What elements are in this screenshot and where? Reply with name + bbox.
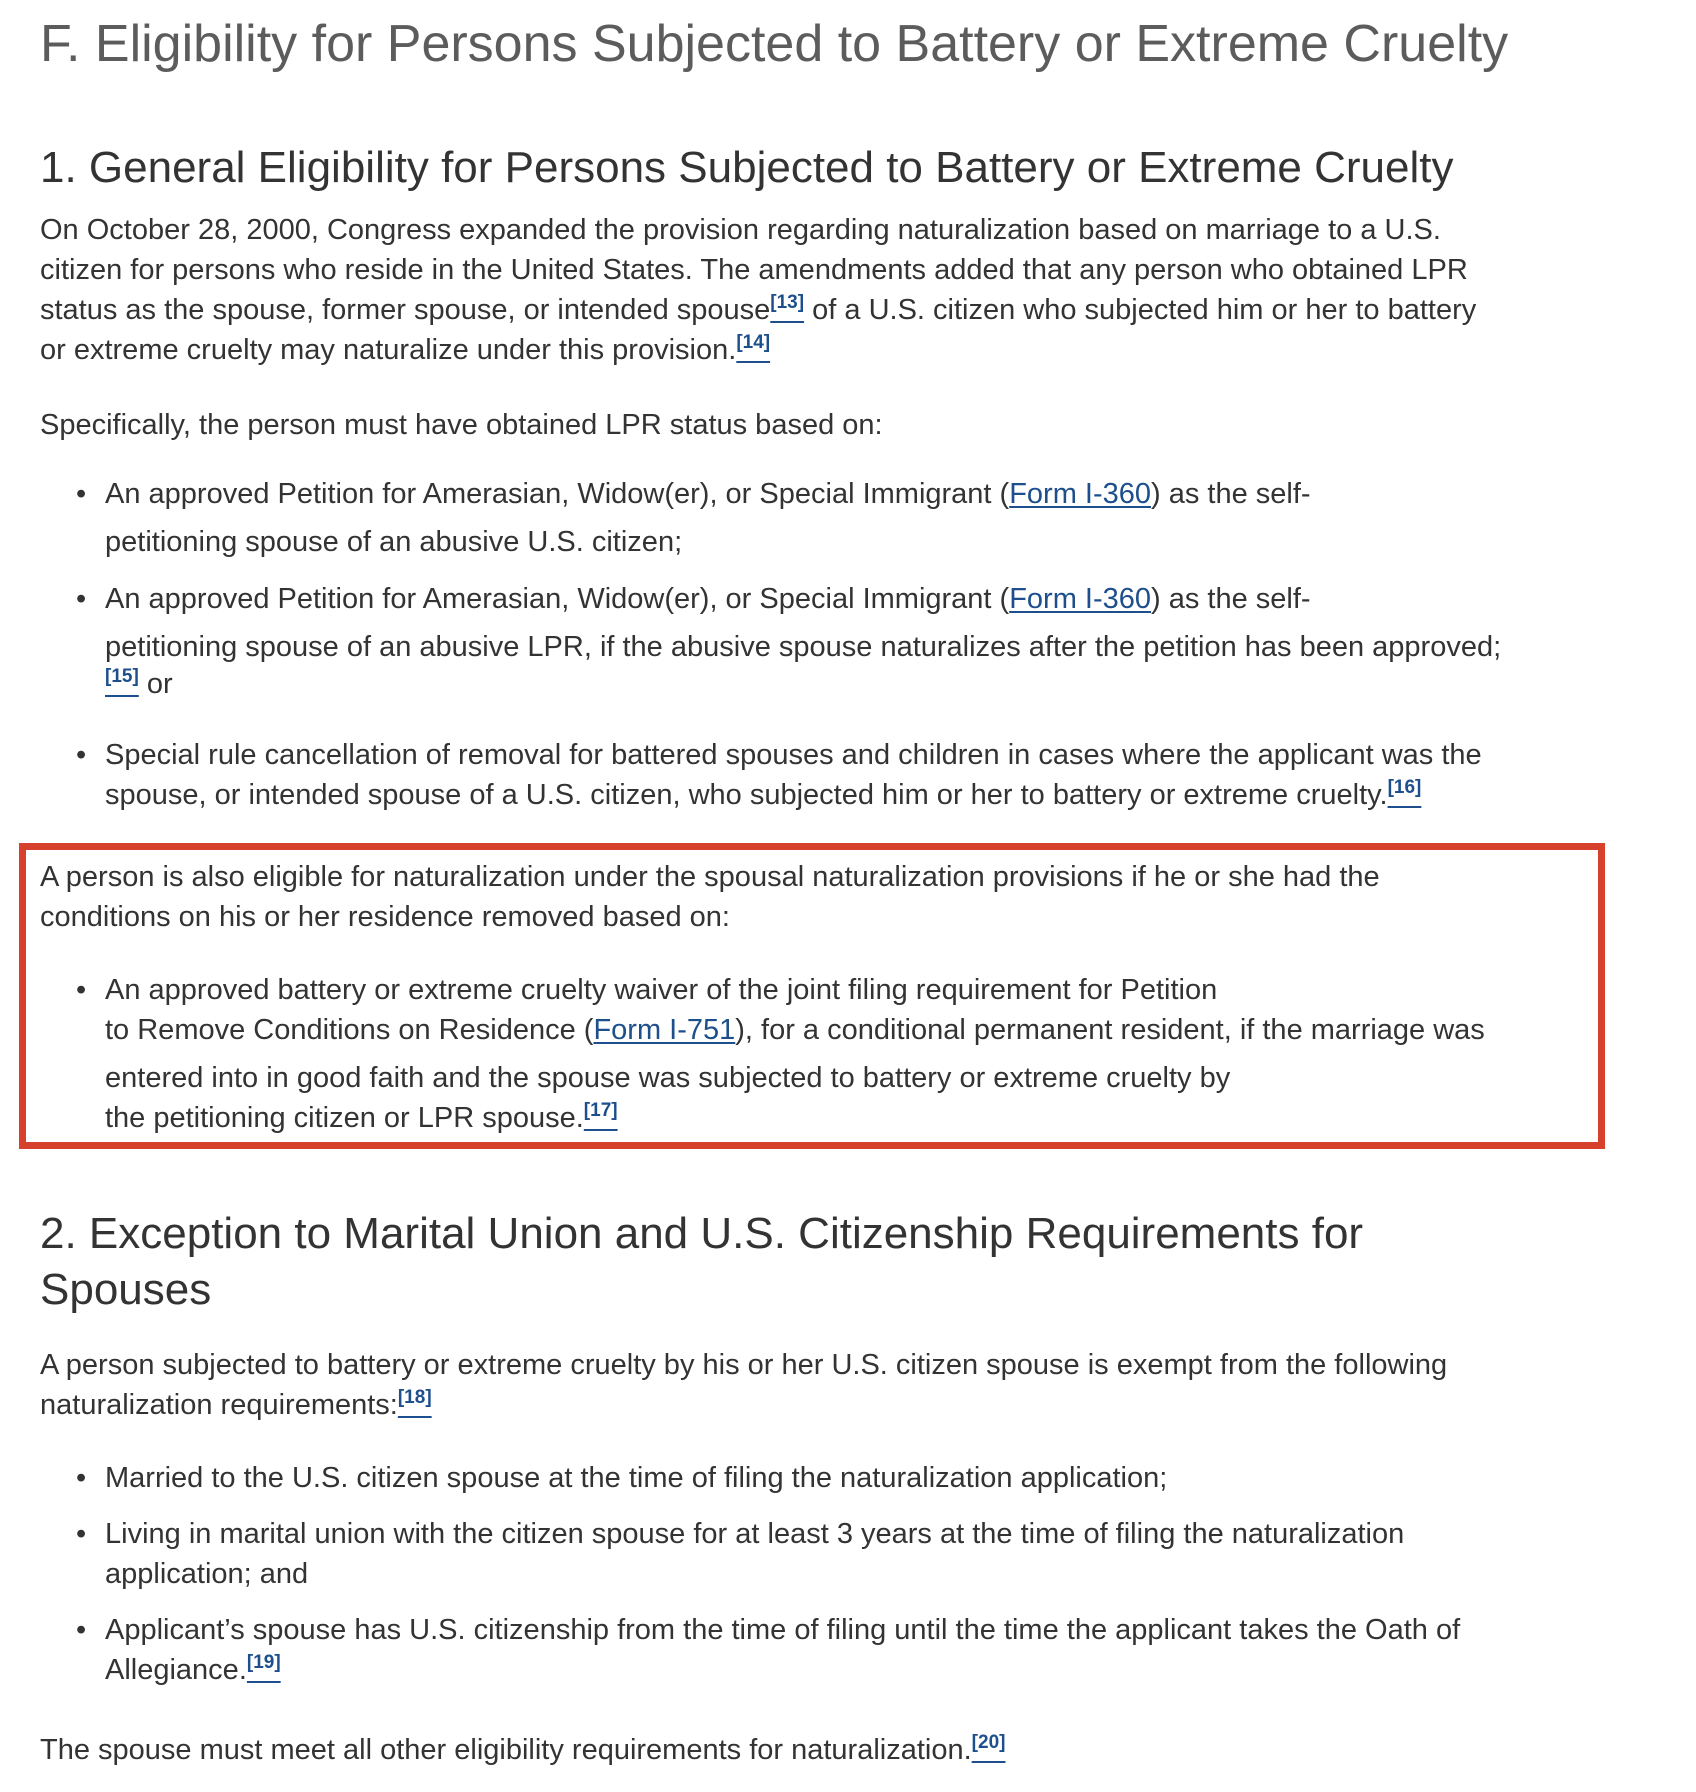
list-item (72, 1610, 1572, 1690)
footnote-link-16[interactable]: [16] (1387, 777, 1422, 798)
section-title: F. Eligibility for Persons Subjected to Battery or Extreme Cruelty (40, 15, 1509, 73)
subsection-1-heading: 1. General Eligibility for Persons Subjected to Battery or Extreme Cruelty (40, 143, 1454, 192)
footnote-link-19[interactable]: [19] (246, 1652, 281, 1673)
text-run: or (138, 668, 173, 700)
text-run: ) as the self- (1151, 478, 1311, 510)
footnote-link-13[interactable]: [13] (770, 292, 805, 313)
text-run: naturalization requirements: (40, 1389, 398, 1421)
footnote-13 (770, 292, 804, 313)
text-run: status as the spouse, former spouse, or intended spouse (40, 294, 771, 326)
footnote-18 (398, 1387, 432, 1408)
text-line (105, 1098, 1572, 1138)
list-item (72, 575, 1572, 671)
text-line (105, 775, 1572, 815)
text-line (105, 1650, 1572, 1690)
text-line: A person subjected to battery or extreme cruelty by his or her U.S. citizen spouse is exempt from the following (40, 1349, 1448, 1381)
conditions-removed-list (72, 970, 1572, 1138)
subsection-2-heading (40, 1206, 1363, 1318)
text-run: An approved Petition for Amerasian, Widow(er), or Special Immigrant ( (105, 478, 1010, 510)
text-run: or extreme cruelty may naturalize under this provision. (40, 334, 737, 366)
text-line: • Living in marital union with the citizen spouse for at least 3 years at the time of filing the naturalization (105, 1518, 1405, 1550)
text-line: • An approved battery or extreme cruelty waiver of the joint filing requirement for Petition (105, 974, 1218, 1006)
list-item (72, 970, 1572, 1138)
footnote-link-15[interactable]: [15] (105, 666, 139, 687)
text-run: ), for a conditional permanent resident, if the marriage was (735, 1014, 1485, 1046)
text-line (105, 470, 1572, 518)
text-line: petitioning spouse of an abusive LPR, if the abusive spouse naturalizes after the petition has been approved; (105, 631, 1502, 663)
footnote-15 (105, 666, 139, 687)
subsection-2-intro (40, 1345, 1580, 1425)
exemptions-list (72, 1458, 1572, 1498)
text-line (40, 330, 1580, 370)
footnote-17 (584, 1100, 618, 1121)
text-line: citizen for persons who reside in the United States. The amendments added that any person who obtained LPR (40, 254, 1468, 286)
lpr-basis-list (72, 470, 1572, 566)
list-item (72, 735, 1572, 815)
text-line: On October 28, 2000, Congress expanded the provision regarding naturalization based on marriage to a U.S. (40, 214, 1441, 246)
list-item (72, 1514, 1572, 1594)
footnote-link-17[interactable]: [17] (583, 1100, 618, 1121)
text-line (40, 1385, 1580, 1425)
text-line: application; and (105, 1558, 309, 1590)
specifically-paragraph: Specifically, the person must have obtained LPR status based on: (40, 409, 883, 441)
footnote-14 (736, 332, 770, 353)
form-i360-link-2[interactable]: Form I-360 (1009, 583, 1152, 615)
lpr-basis-list-2 (72, 575, 1572, 671)
text-line: • Special rule cancellation of removal for battered spouses and children in cases where the applicant was the (105, 739, 1482, 771)
text-line: • Applicant’s spouse has U.S. citizenship from the time of filing until the time the applicant takes the Oath of (105, 1614, 1461, 1646)
closing-paragraph (40, 1730, 1580, 1770)
text-line (105, 575, 1572, 623)
text-line (105, 1010, 1572, 1050)
footnote-20 (972, 1732, 1006, 1753)
text-line: petitioning spouse of an abusive U.S. citizen; (105, 526, 683, 558)
footnote-16 (1388, 777, 1422, 798)
exemptions-list-2 (72, 1514, 1572, 1594)
text-run: ) as the self- (1151, 583, 1311, 615)
subsection-1-intro (40, 210, 1580, 370)
text-run: The spouse must meet all other eligibility requirements for naturalization. (40, 1734, 972, 1766)
text-line (40, 290, 1580, 330)
list-item: • Married to the U.S. citizen spouse at the time of filing the naturalization application; (72, 1458, 1572, 1498)
text-run: An approved Petition for Amerasian, Widow(er), or Special Immigrant ( (105, 583, 1010, 615)
exemptions-list-3 (72, 1610, 1572, 1690)
lpr-basis-list-3 (72, 735, 1572, 815)
text-run: Allegiance. (105, 1654, 247, 1686)
footnote-19 (247, 1652, 281, 1673)
footnote-link-20[interactable]: [20] (971, 1732, 1006, 1753)
footnote-link-14[interactable]: [14] (736, 332, 771, 353)
list-item (72, 470, 1572, 566)
text-run: the petitioning citizen or LPR spouse. (105, 1102, 584, 1134)
also-eligible-paragraph (40, 857, 1580, 937)
text-line: entered into in good faith and the spouse was subjected to battery or extreme cruelty by (105, 1062, 1231, 1094)
form-i360-link[interactable]: Form I-360 (1009, 478, 1152, 510)
text-line: conditions on his or her residence removed based on: (40, 901, 730, 933)
bullet-2-continuation (105, 664, 173, 704)
footnote-link-18[interactable]: [18] (397, 1387, 432, 1408)
heading-line: 2. Exception to Marital Union and U.S. Citizenship Requirements for (40, 1209, 1364, 1258)
text-run: to Remove Conditions on Residence ( (105, 1014, 594, 1046)
text-run: of a U.S. citizen who subjected him or her to battery (804, 294, 1477, 326)
text-line: A person is also eligible for naturalization under the spousal naturalization provisions if he or she had the (40, 861, 1380, 893)
form-i751-link[interactable]: Form I-751 (593, 1014, 736, 1046)
heading-line: Spouses (40, 1265, 212, 1314)
text-run: spouse, or intended spouse of a U.S. citizen, who subjected him or her to battery or extreme cruelty. (105, 779, 1388, 811)
